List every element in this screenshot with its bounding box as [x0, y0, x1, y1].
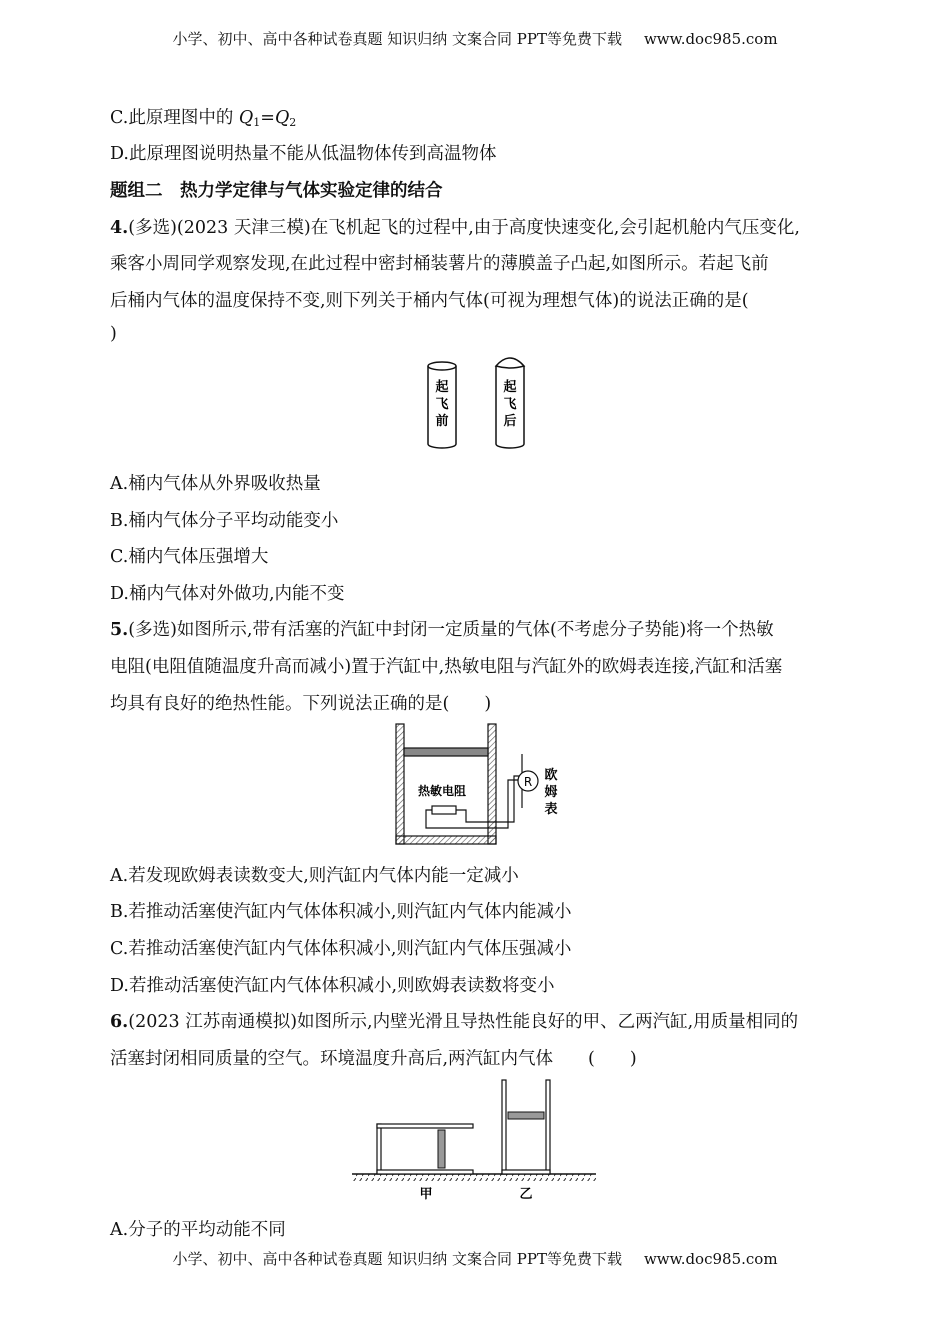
q5-line-1: [110, 616, 774, 641]
ohmmeter-label-1: 欧: [544, 768, 558, 783]
q6-figure: [350, 1078, 600, 1206]
can-before-label-2: 飞: [435, 397, 449, 412]
piston: [404, 748, 488, 756]
header-text: 小学、初中、高中各种试卷真题 知识归纳 文案合同 PPT等免费下载: [172, 30, 622, 48]
q4-line-1: [110, 214, 800, 239]
cylinder-jia: [377, 1124, 473, 1174]
q4-option-c: C.桶内气体压强增大: [110, 547, 269, 567]
q5-figure: [390, 722, 570, 850]
q6-line-1: [110, 1008, 798, 1033]
thermistor: [432, 806, 456, 814]
piston-jia: [438, 1130, 445, 1168]
header-site[interactable]: www.doc985.com: [643, 30, 778, 48]
q2-sub: 2: [289, 116, 297, 129]
thermistor-label: 热敏电阻: [417, 784, 467, 798]
page-footer: [0, 1248, 950, 1269]
equals-sign: =: [260, 108, 275, 128]
q1-var: Q: [238, 108, 254, 128]
q6-text-1: (2023 江苏南通模拟)如图所示,内壁光滑且导热性能良好的甲、乙两汽缸,用质量相同的: [128, 1012, 799, 1032]
label-yi: 乙: [519, 1187, 533, 1202]
can-after-label-1: 起: [503, 380, 517, 395]
group2-title: 题组二 热力学定律与气体实验定律的结合: [110, 181, 443, 201]
ground-hatching: [352, 1174, 596, 1181]
q4-line-4: ): [110, 324, 117, 344]
q5-option-a: A.若发现欧姆表读数变大,则汽缸内气体内能一定减小: [110, 866, 519, 886]
q4-line-3: 后桶内气体的温度保持不变,则下列关于桶内气体(可视为理想气体)的说法正确的是(: [110, 291, 749, 311]
q5-option-b: B.若推动活塞使汽缸内气体体积减小,则汽缸内气体内能减小: [110, 902, 572, 922]
can-before-label-3: 前: [435, 414, 449, 429]
can-before-label-1: 起: [435, 380, 449, 395]
q5-line-2: 电阻(电阻值随温度升高而减小)置于汽缸中,热敏电阻与汽缸外的欧姆表连接,汽缸和活塞: [110, 657, 783, 677]
q4-option-a: A.桶内气体从外界吸收热量: [110, 474, 321, 494]
q4-line-2: 乘客小周同学观察发现,在此过程中密封桶装薯片的薄膜盖子凸起,如图所示。若起飞前: [110, 254, 769, 274]
q5-number: 5.: [110, 620, 129, 640]
ohmmeter-symbol: R: [523, 775, 533, 789]
q6-option-a: A.分子的平均动能不同: [110, 1220, 286, 1240]
q3-option-d: D.此原理图说明热量不能从低温物体传到高温物体: [110, 144, 497, 164]
q4-option-d: D.桶内气体对外做功,内能不变: [110, 584, 345, 604]
q5-option-c: C.若推动活塞使汽缸内气体体积减小,则汽缸内气体压强减小: [110, 939, 572, 959]
footer-text: 小学、初中、高中各种试卷真题 知识归纳 文案合同 PPT等免费下载: [172, 1250, 622, 1268]
q4-number: 4.: [110, 218, 129, 238]
q6-number: 6.: [110, 1012, 129, 1032]
cylinder-yi: [502, 1080, 550, 1174]
q5-line-3: 均具有良好的绝热性能。下列说法正确的是( ): [110, 694, 492, 714]
can-after-label-2: 飞: [503, 397, 517, 412]
q4-option-b: B.桶内气体分子平均动能变小: [110, 511, 339, 531]
q4-figure: [420, 356, 535, 452]
ohmmeter-label-2: 姆: [544, 785, 558, 800]
piston-yi: [508, 1112, 544, 1119]
q6-line-2: 活塞封闭相同质量的空气。环境温度升高后,两汽缸内气体 ( ): [110, 1049, 637, 1069]
ohmmeter-label-3: 表: [544, 802, 558, 817]
q3-option-c-text: C.此原理图中的: [110, 108, 239, 128]
q2-var: Q: [274, 108, 290, 128]
q5-text-1: (多选)如图所示,带有活塞的汽缸中封闭一定质量的气体(不考虑分子势能)将一个热敏: [128, 620, 774, 640]
can-after-label-3: 后: [503, 414, 517, 429]
q5-option-d: D.若推动活塞使汽缸内气体体积减小,则欧姆表读数将变小: [110, 976, 555, 996]
page-header: [0, 28, 950, 49]
footer-site[interactable]: www.doc985.com: [643, 1250, 778, 1268]
q4-text-1: (多选)(2023 天津三模)在飞机起飞的过程中,由于高度快速变化,会引起机舱内气压变化,: [128, 218, 800, 238]
bulged-lid: [496, 358, 524, 368]
q1-sub: 1: [253, 116, 261, 129]
label-jia: 甲: [419, 1187, 433, 1202]
q3-option-c: [110, 104, 296, 129]
